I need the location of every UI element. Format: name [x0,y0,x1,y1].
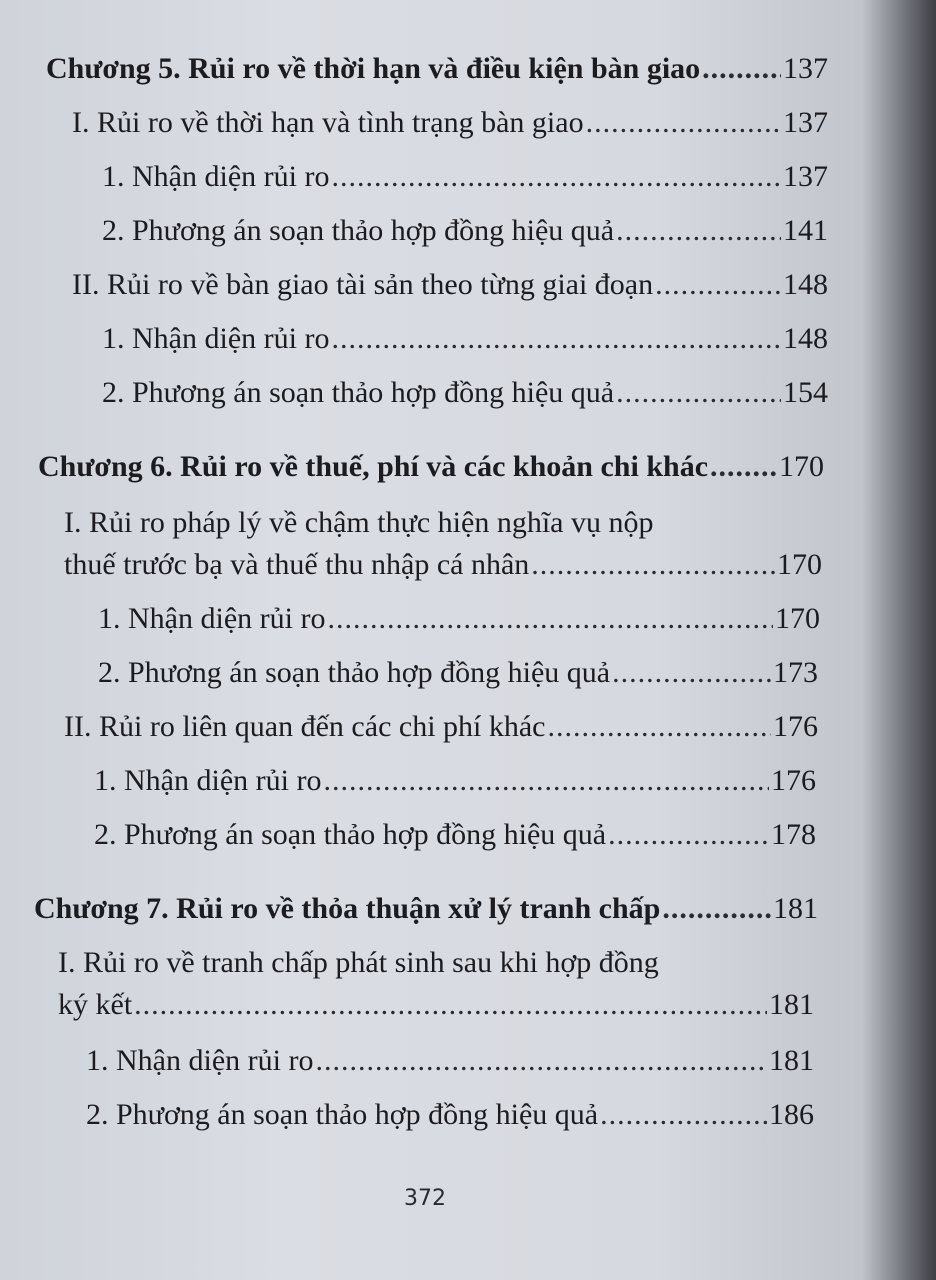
toc-entry-title: 1. Nhận diện rủi ro [94,764,322,797]
toc-entry-page: 181 [773,892,818,925]
dot-leader [608,818,769,852]
toc-item [94,818,816,852]
toc-section [72,106,828,140]
toc-entry-page: 170 [779,450,824,483]
toc-item [86,1044,814,1078]
toc-item [94,764,816,798]
dot-leader [612,656,771,690]
dot-leader [586,106,781,140]
toc-entry-page: 186 [769,1098,814,1131]
dot-leader [616,214,781,248]
toc-entry-title: Chương 5. Rủi ro về thời hạn và điều kiện bàn giao [46,52,701,85]
dot-leader [662,892,771,926]
toc-item [102,214,828,248]
toc-entry-page: 137 [783,52,828,85]
toc-item [98,602,820,636]
toc-entry-page: 154 [783,376,828,409]
toc-entry-title: ký kết [58,988,133,1021]
dot-leader [600,1098,767,1132]
toc-section [72,268,828,302]
dot-leader [702,52,781,86]
toc-entry-page: 178 [771,818,816,851]
toc-section-title-line-1: I. Rủi ro pháp lý về chậm thực hiện nghĩa vụ nộp [64,506,654,539]
toc-chapter-7 [34,892,818,926]
toc-entry-page: 137 [783,160,828,193]
toc-item [86,1098,814,1132]
toc-entry-title: 2. Phương án soạn thảo hợp đồng hiệu quả [102,214,615,247]
toc-entry-title: 1. Nhận diện rủi ro [98,602,326,635]
toc-entry-page: 181 [769,988,814,1021]
toc-entry-title: 2. Phương án soạn thảo hợp đồng hiệu quả [98,656,611,689]
dot-leader [655,268,781,302]
toc-entry-title: 2. Phương án soạn thảo hợp đồng hiệu quả [94,818,607,851]
toc-entry-page: 173 [773,656,818,689]
toc-entry-title: Chương 6. Rủi ro về thuế, phí và các khoản chi khác [38,450,709,483]
dot-leader [134,988,767,1022]
toc-entry-title: 1. Nhận diện rủi ro [102,160,330,193]
dot-leader [548,710,772,744]
toc-entry-title: II. Rủi ro liên quan đến các chi phí khác [64,710,546,743]
dot-leader [315,1044,767,1078]
toc-section-title-line-1: I. Rủi ro về tranh chấp phát sinh sau khi hợp đồng [58,946,659,979]
toc-entry-title: II. Rủi ro về bàn giao tài sản theo từng giai đoạn [72,268,654,301]
toc-entry-title: 1. Nhận diện rủi ro [86,1044,314,1077]
toc-chapter-6 [38,450,824,484]
toc-entry-page: 170 [775,602,820,635]
toc-entry-page: 141 [783,214,828,247]
dot-leader [331,160,781,194]
toc-entry-title: Chương 7. Rủi ro về thỏa thuận xử lý tranh chấp [34,892,661,925]
toc-entry-page: 148 [783,322,828,355]
toc-entry-page: 148 [783,268,828,301]
toc-entry-page: 176 [773,710,818,743]
page-number: 372 [404,1186,446,1211]
toc-item [102,322,828,356]
dot-leader [331,322,781,356]
dot-leader [323,764,769,798]
toc-entry-page: 170 [777,548,822,581]
toc-section [64,548,822,582]
toc-chapter-5 [46,52,828,86]
toc-entry-title: 1. Nhận diện rủi ro [102,322,330,355]
toc-entry-title: thuế trước bạ và thuế thu nhập cá nhân [64,548,530,581]
toc-item [102,376,828,410]
dot-leader [531,548,775,582]
dot-leader [616,376,781,410]
toc-entry-title: I. Rủi ro về thời hạn và tình trạng bàn giao [72,106,584,139]
toc-section [58,988,814,1022]
dot-leader [710,450,777,484]
toc-item [102,160,828,194]
toc-entry-page: 137 [783,106,828,139]
toc-entry-title: 2. Phương án soạn thảo hợp đồng hiệu quả [86,1098,599,1131]
toc-entry-page: 181 [769,1044,814,1077]
toc-item [98,656,818,690]
toc-entry-title: 2. Phương án soạn thảo hợp đồng hiệu quả [102,376,615,409]
dot-leader [327,602,773,636]
toc-section [64,710,818,744]
toc-entry-page: 176 [771,764,816,797]
